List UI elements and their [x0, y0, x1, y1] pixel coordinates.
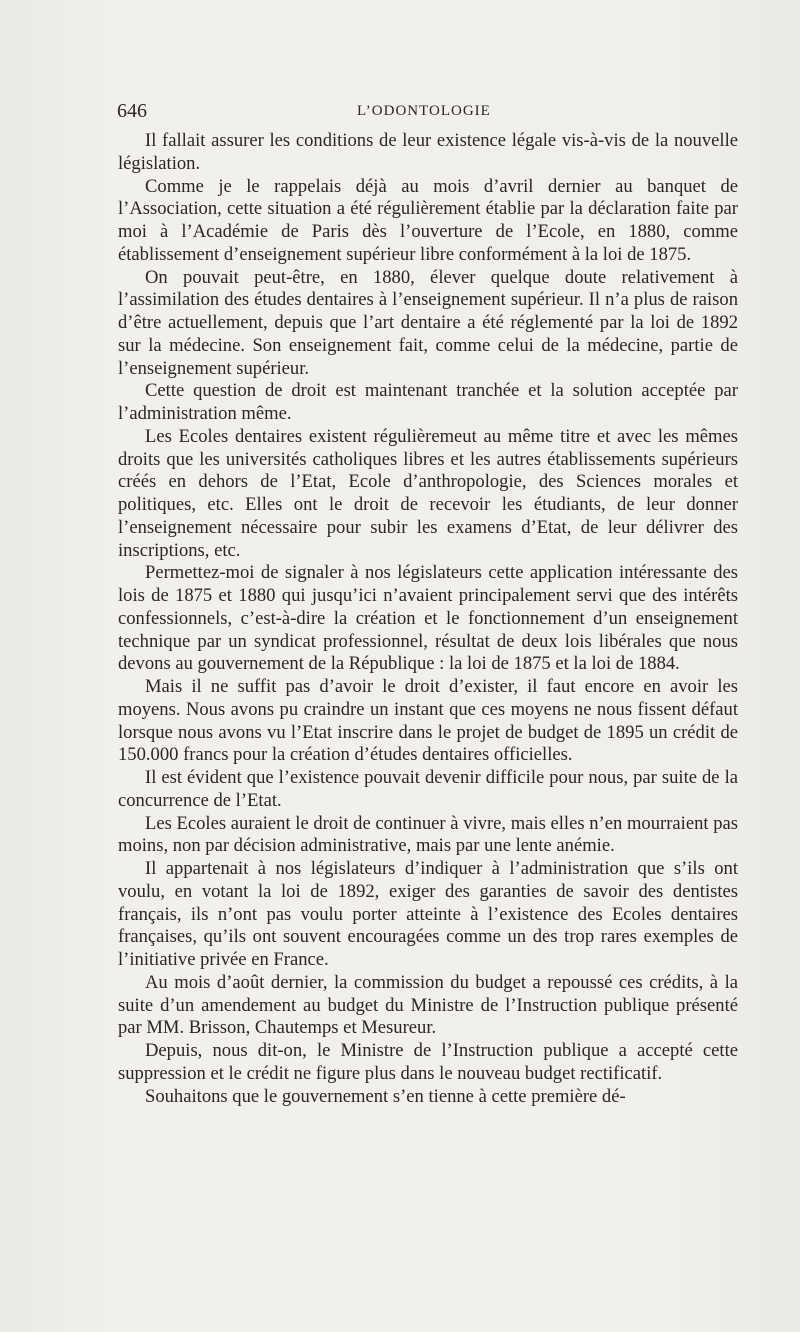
- paragraph: On pouvait peut-être, en 1880, élever quelque doute relativement à l’assimilation des études dentaires à l’enseignement supérieur. Il n’a plus de raison d’être actuellement, depuis que l’art dentaire a été réglementé par la loi de 1892 sur la médecine. Son enseignement fait, comme celui de la médecine, partie de l’enseignement supérieur.: [118, 266, 738, 379]
- paragraph: Comme je le rappelais déjà au mois d’avril dernier au banquet de l’Association, cette situation a été régulièrement établie par la déclaration faite par moi à l’Académie de Paris dès l’ouverture de l’Ecole, en 1880, comme établissement d’enseignement supérieur libre conformément à la loi de 1875.: [118, 175, 738, 265]
- body-text: [118, 130, 738, 1108]
- paragraph: Il fallait assurer les conditions de leur existence légale vis-à-vis de la nouvelle législation.: [118, 130, 738, 174]
- paragraph: Les Ecoles dentaires existent régulièremeut au même titre et avec les mêmes droits que les universités catholiques libres et les autres établissements supérieurs créés en dehors de l’Etat, Ecole d’anthropologie, des Sciences morales et politiques, etc. Elles ont le droit de recevoir les étudiants, de leur donner l’enseignement nécessaire pour subir les examens d’Etat, de leur délivrer des inscriptions, etc.: [118, 425, 738, 561]
- running-head: L’ODONTOLOGIE: [357, 103, 491, 119]
- paragraph: Au mois d’août dernier, la commission du budget a repoussé ces crédits, à la suite d’un amendement au budget du Ministre de l’Instruction publique présenté par MM. Brisson, Chautemps et Mesureur.: [118, 971, 738, 1039]
- page-number: 646: [117, 100, 147, 122]
- paragraph: Il est évident que l’existence pouvait devenir difficile pour nous, par suite de la concurrence de l’Etat.: [118, 767, 738, 811]
- page-header: [117, 100, 737, 126]
- paragraph: Mais il ne suffit pas d’avoir le droit d’exister, il faut encore en avoir les moyens. Nous avons pu craindre un instant que ces moyens ne nous fissent défaut lorsque nous avons vu l’Etat inscrire dans le projet de budget de 1895 un crédit de 150.000 francs pour la création d’études dentaires officielles.: [118, 676, 738, 766]
- paragraph: Cette question de droit est maintenant tranchée et la solution acceptée par l’administration même.: [118, 380, 738, 424]
- paragraph: Permettez-moi de signaler à nos législateurs cette application intéressante des lois de 1875 et 1880 qui jusqu’ici n’avaient principalement servi que des intérêts confessionnels, c’est-à-dire la création et le fonctionnement d’un enseignement technique par un syndicat professionnel, résultat de deux lois libérales que nous devons au gouvernement de la République : la loi de 1875 et la loi de 1884.: [118, 562, 738, 675]
- paragraph: Souhaitons que le gouvernement s’en tienne à cette première dé-: [145, 1085, 626, 1107]
- paragraph: Depuis, nous dit-on, le Ministre de l’Instruction publique a accepté cette suppression et le crédit ne figure plus dans le nouveau budget rectificatif.: [118, 1040, 738, 1084]
- paragraph: Les Ecoles auraient le droit de continuer à vivre, mais elles n’en mourraient pas moins, non par décision administrative, mais par une lente anémie.: [118, 812, 738, 857]
- paragraph: Il appartenait à nos législateurs d’indiquer à l’administration que s’ils ont voulu, en votant la loi de 1892, exiger des garanties de savoir des dentistes français, ils n’ont pas voulu porter atteinte à l’existence des Ecoles dentaires françaises, qu’ils ont souvent encouragées comme un des trop rares exemples de l’initiative privée en France.: [118, 858, 738, 970]
